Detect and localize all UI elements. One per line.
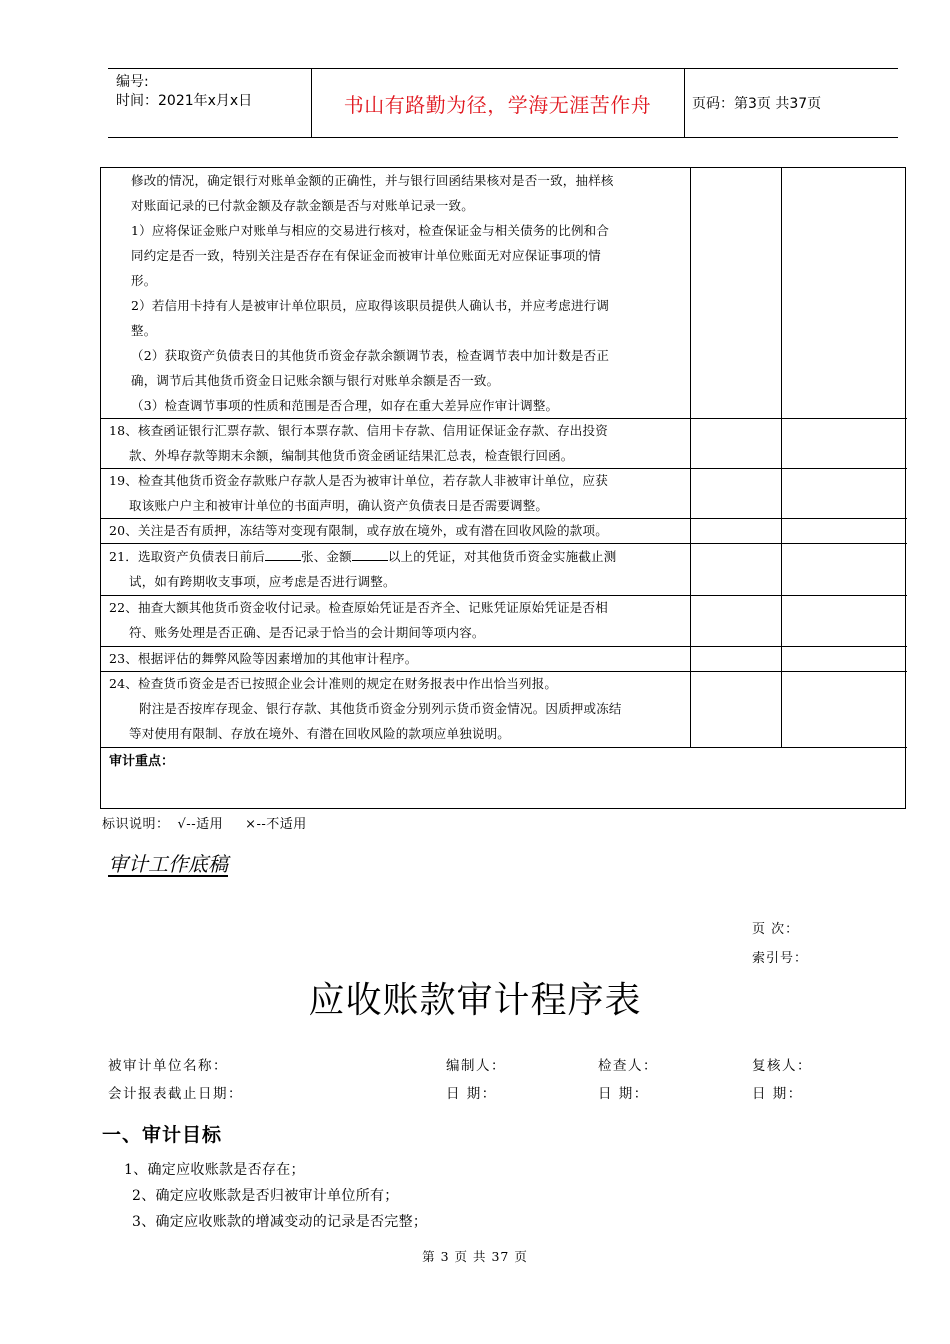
legend-applicable: √--适用: [177, 817, 224, 832]
objective-item: 1、确定应收账款是否存在；: [124, 1162, 305, 1178]
procedure-line: （3）检查调节事项的性质和范围是否合理，如存在重大差异应作审计调整。: [131, 398, 559, 413]
blank-count: [265, 548, 301, 561]
procedure-line: 确，调节后其他货币资金日记账余额与银行对账单余额是否一致。: [131, 373, 500, 388]
procedure-line: 23、根据评估的舞弊风险等因素增加的其他审计程序。: [109, 651, 418, 666]
report-date-label: 会计报表截止日期：: [108, 1086, 243, 1102]
row-divider: [101, 747, 907, 748]
procedure-line: 修改的情况，确定银行对账单金额的正确性，并与银行回函结果核对是否一致，抽样核: [131, 173, 614, 188]
procedure-line: 等对使用有限制、存放在境外、有潜在回收风险的款项应单独说明。: [129, 726, 511, 741]
procedure-line: 对账面记录的已付款金额及存款金额是否与对账单记录一致。: [131, 198, 474, 213]
procedure-line: 20、关注是否有质押，冻结等对变现有限制，或存放在境外，或有潜在回收风险的款项。: [109, 523, 608, 538]
item21-part-b: 张、金额: [301, 549, 352, 564]
procedure-line: 试，如有跨期收支事项，应考虑是否进行调整。: [129, 574, 396, 589]
page-footer: 第 3 页 共 37 页: [422, 1249, 528, 1264]
table-row-21: [109, 544, 689, 594]
workpaper-title: 审计工作底稿: [108, 852, 228, 876]
procedure-line: 2）若信用卡持有人是被审计单位职员，应取得该职员提供人确认书，并应考虑进行调: [131, 298, 610, 313]
legend: [102, 813, 329, 832]
check-date-label: 日 期：: [598, 1086, 649, 1102]
item21-part-c: 以上的凭证，对其他货币资金实施截止测: [387, 549, 617, 564]
header-divider: [684, 69, 685, 137]
procedure-line: 19、检查其他货币资金存款账户存款人是否为被审计单位，若存款人非被审计单位，应获: [109, 473, 608, 488]
reviewer-label: 复核人：: [752, 1058, 812, 1074]
procedure-line: 1）应将保证金账户对账单与相应的交易进行核对，检查保证金与相关债务的比例和合: [131, 223, 610, 238]
procedure-line: 同约定是否一致，特别关注是否存在有保证金而被审计单位账面无对应保证事项的情: [131, 248, 601, 263]
prepare-date-label: 日 期：: [446, 1086, 497, 1102]
legend-not-applicable: ×--不适用: [245, 817, 307, 832]
table-row-23: [109, 646, 689, 671]
procedure-line: 形。: [131, 273, 157, 288]
checker-label: 检查人：: [598, 1058, 658, 1074]
procedure-table: [100, 167, 906, 809]
table-row-19: [109, 468, 689, 518]
procedure-line: 附注是否按库存现金、银行存款、其他货币资金分别列示货币资金情况。因质押或冻结: [139, 701, 622, 716]
procedure-line: 整。: [131, 323, 157, 338]
header-motto: 书山有路勤为径，学海无涯苦作舟: [343, 92, 652, 117]
section-heading: 一、审计目标: [102, 1124, 223, 1146]
procedure-line: 款、外埠存款等期末余额，编制其他货币资金函证结果汇总表，检查银行回函。: [129, 448, 574, 463]
time-label: 时间：2021年x月x日: [116, 93, 253, 109]
column-divider: [781, 168, 782, 748]
item21-part-a: 21．选取资产负债表日前后: [109, 549, 266, 564]
procedure-line: 取该账户户主和被审计单位的书面声明，确认资产负债表日是否需要调整。: [129, 498, 549, 513]
code-label: 编号:: [116, 74, 149, 90]
document-header: [108, 68, 898, 138]
column-divider: [690, 168, 691, 748]
procedure-line: 符、账务处理是否正确、是否记录于恰当的会计期间等项内容。: [129, 625, 485, 640]
index-number-label: 索引号：: [752, 951, 809, 966]
form-title: 应收账款审计程序表: [308, 980, 642, 1021]
table-row-continued: [109, 168, 689, 418]
audit-focus-label: 审计重点：: [109, 754, 175, 769]
table-row-24: [109, 671, 689, 746]
table-row-20: [109, 518, 689, 543]
objective-item: 2、确定应收账款是否归被审计单位所有；: [132, 1188, 399, 1204]
legend-label: 标识说明：: [102, 817, 170, 832]
procedure-line: 24、检查货币资金是否已按照企业会计准则的规定在财务报表中作出恰当列报。: [109, 676, 558, 691]
header-page-code: 页码：第3页 共37页: [692, 96, 822, 112]
procedure-line: [109, 544, 689, 569]
preparer-label: 编制人：: [446, 1058, 506, 1074]
table-row-22: [109, 595, 689, 645]
objective-item: 3、确定应收账款的增减变动的记录是否完整；: [132, 1214, 428, 1230]
table-row-18: [109, 418, 689, 468]
procedure-line: （2）获取资产负债表日的其他货币资金存款余额调节表，检查调节表中加计数是否正: [131, 348, 610, 363]
procedure-line: 22、抽查大额其他货币资金收付记录。检查原始凭证是否齐全、记账凭证原始凭证是否相: [109, 600, 608, 615]
review-date-label: 日 期：: [752, 1086, 803, 1102]
procedure-line: 18、核查函证银行汇票存款、银行本票存款、信用卡存款、信用证保证金存款、存出投资: [109, 423, 608, 438]
audited-entity-label: 被审计单位名称：: [108, 1058, 228, 1074]
page-number-label: 页 次：: [752, 922, 800, 937]
blank-amount: [352, 548, 388, 561]
header-left-cell: [116, 73, 252, 111]
